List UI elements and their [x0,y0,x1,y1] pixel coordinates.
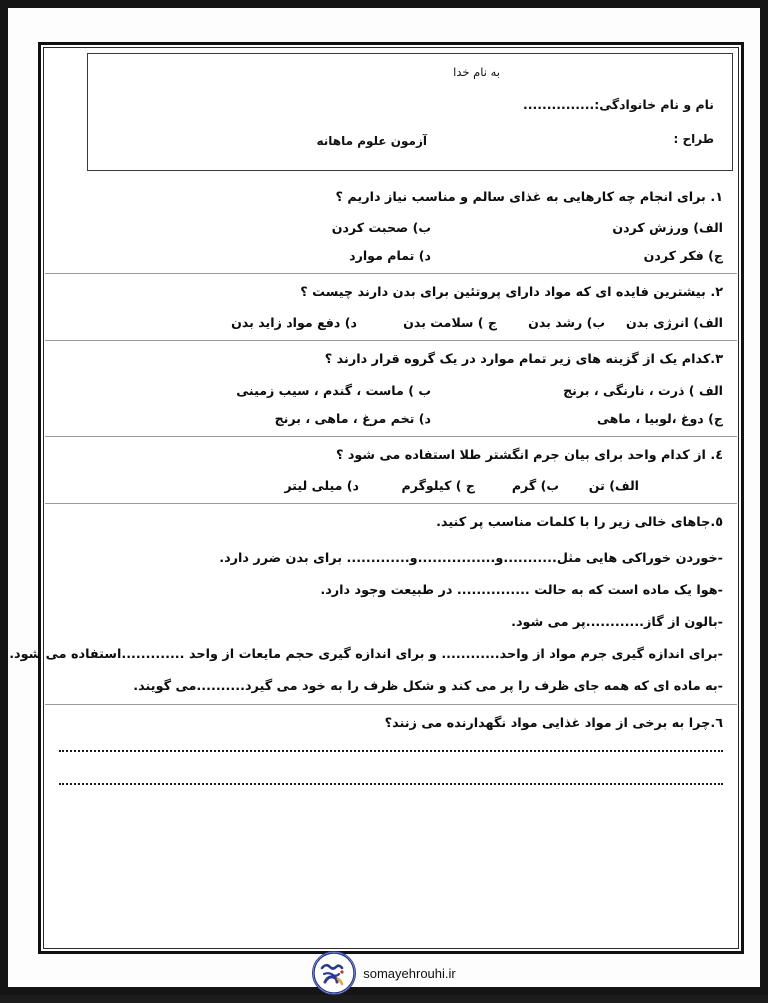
question-6-answer-line-2[interactable] [59,782,723,785]
question-4-option-c[interactable]: ج ) کیلوگرم [359,478,475,493]
question-1-text: ۱. برای انجام چه کارهایی به غذای سالم و مناسب نیاز داریم ؟ [59,188,723,207]
questions-area [45,179,737,947]
document-frame [38,42,744,954]
bismillah-text: به نام خدا [453,65,500,79]
question-2 [45,274,737,341]
question-2-option-d[interactable]: د) دفع مواد زاید بدن [231,315,357,330]
paper-sheet [8,8,760,987]
question-4-options-row [59,478,723,493]
question-1-option-c[interactable]: ج) فکر کردن [431,248,723,263]
question-1-option-a[interactable]: الف) ورزش کردن [431,220,723,235]
question-5-blank-3[interactable]: -بالون از گاز............پر می شود. [59,615,723,630]
question-6-text: ٦.چرا به برخی از مواد غذایی مواد نگهدارنده می زنند؟ [59,714,723,733]
question-3 [45,341,737,436]
question-1-options-row-1 [59,220,723,235]
question-2-text: ۲. بیشترین فایده ای که مواد دارای پروتئین برای بدن دارند چیست ؟ [59,283,723,302]
website-url[interactable]: somayehrouhi.ir [363,966,456,981]
question-3-option-c[interactable]: ج) دوغ ،لوبیا ، ماهی [431,411,723,426]
question-2-option-b[interactable]: ب) رشد بدن [497,315,605,330]
question-5-blank-1[interactable]: -خوردن خوراکی هایی مثل...........و................و............. برای بدن ضرر دارد. [59,551,723,566]
question-3-options-row-1 [59,383,723,398]
question-1-options-row-2 [59,248,723,263]
question-1-option-b[interactable]: ب) صحبت کردن [171,220,431,235]
question-6 [45,705,737,795]
footer [8,943,760,1003]
exam-title: آزمون علوم ماهانه [316,134,427,148]
question-3-option-b[interactable]: ب ) ماست ، گندم ، سیب زمینی [171,383,431,398]
question-5-blank-2[interactable]: -هوا یک ماده است که به حالت ............... در طبیعت وجود دارد. [59,583,723,598]
question-4 [45,437,737,504]
question-5 [45,504,737,705]
question-4-option-b[interactable]: ب) گرم [475,478,559,493]
question-4-text: ٤. از کدام واحد برای بیان جرم انگشتر طلا استفاده می شود ؟ [59,446,723,465]
question-3-options-row-2 [59,411,723,426]
student-name-field[interactable]: نام و نام خانوادگی:............... [523,97,714,112]
question-2-option-a[interactable]: الف) انرژی بدن [605,315,723,330]
question-3-text: ۳.کدام یک از گزینه های زیر تمام موارد در یک گروه قرار دارند ؟ [59,350,723,369]
exam-header-box [87,53,733,171]
question-1-option-d[interactable]: د) تمام موارد [171,248,431,263]
question-3-option-d[interactable]: د) تخم مرغ ، ماهی ، برنج [171,411,431,426]
question-4-option-a[interactable]: الف) تن [559,478,639,493]
question-5-text: ٥.جاهای خالی زیر را با کلمات مناسب پر کنید. [59,513,723,532]
question-1 [45,179,737,274]
question-6-answer-line-1[interactable] [59,749,723,752]
question-2-options-row [59,315,723,330]
somayeh-rouhi-logo-icon [312,951,356,995]
designer-label: طراح : [673,132,714,146]
question-5-blank-4[interactable]: -برای اندازه گیری جرم مواد از واحد............ و برای اندازه گیری حجم مایعات از واحد .............استفاده می شود. [59,647,723,662]
question-2-option-c[interactable]: ج ) سلامت بدن [357,315,497,330]
question-5-blank-5[interactable]: -به ماده ای که همه جای ظرف را پر می کند و شکل ظرف را به خود می گیرد..........می گویند. [59,679,723,694]
question-3-option-a[interactable]: الف ) ذرت ، نارنگی ، برنج [431,383,723,398]
question-4-option-d[interactable]: د) میلی لیتر [284,478,359,493]
